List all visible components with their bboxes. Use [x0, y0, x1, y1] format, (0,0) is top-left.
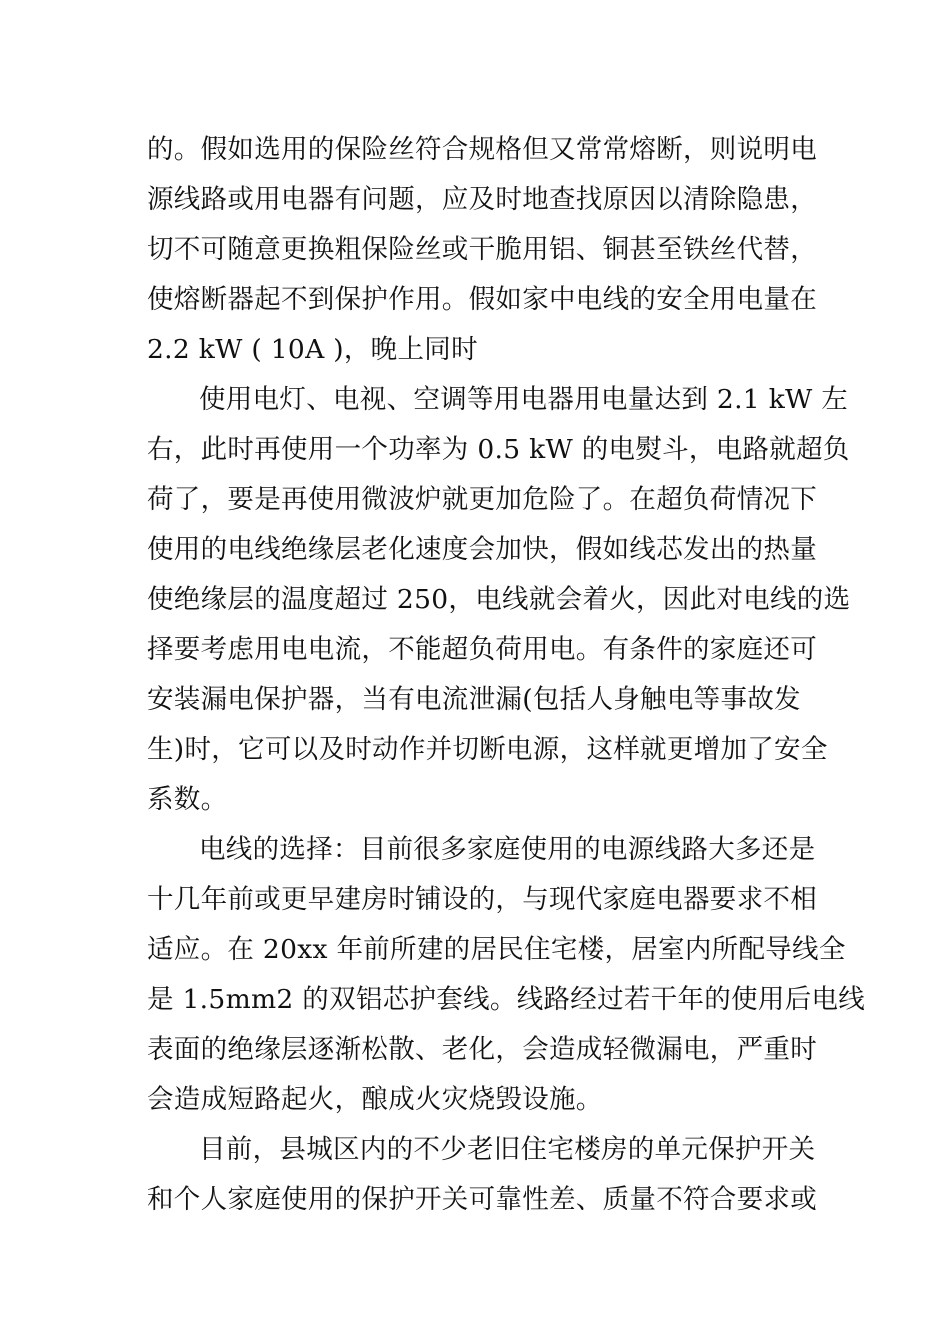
text-line: 安装漏电保护器，当有电流泄漏(包括人身触电等事故发: [147, 684, 801, 715]
text-line: 十几年前或更早建房时铺设的，与现代家庭电器要求不相: [147, 884, 817, 915]
text-line: 使熔断器起不到保护作用。假如家中电线的安全用电量在: [147, 284, 817, 315]
text-line: 和个人家庭使用的保护开关可靠性差、质量不符合要求或: [147, 1184, 817, 1215]
text-line: 表面的绝缘层逐渐松散、老化，会造成轻微漏电，严重时: [147, 1034, 817, 1065]
text-line: 的。假如选用的保险丝符合规格但又常常熔断，则说明电: [147, 134, 817, 165]
text-line: 是 1.5mm2 的双铝芯护套线。线路经过若干年的使用后电线: [147, 984, 866, 1015]
text-line: 2.2 kW ( 10A )，晚上同时: [147, 334, 478, 365]
text-line: 生)时，它可以及时动作并切断电源，这样就更增加了安全: [147, 734, 828, 765]
text-line: 系数。: [147, 784, 228, 815]
text-line: 择要考虑用电电流，不能超负荷用电。有条件的家庭还可: [147, 634, 817, 665]
paragraph-start-line: 使用电灯、电视、空调等用电器用电量达到 2.1 kW 左: [199, 384, 849, 415]
text-line: 适应。在 20xx 年前所建的居民住宅楼，居室内所配导线全: [147, 934, 846, 965]
text-line: 切不可随意更换粗保险丝或干脆用铝、铜甚至铁丝代替，: [147, 234, 817, 265]
text-line: 源线路或用电器有问题，应及时地查找原因以清除隐患，: [147, 184, 817, 215]
paragraph-start-line: 电线的选择：目前很多家庭使用的电源线路大多还是: [199, 834, 816, 865]
paragraph-start-line: 目前，县城区内的不少老旧住宅楼房的单元保护开关: [199, 1134, 816, 1165]
text-line: 右，此时再使用一个功率为 0.5 kW 的电熨斗，电路就超负: [147, 434, 850, 465]
text-line: 荷了，要是再使用微波炉就更加危险了。在超负荷情况下: [147, 484, 817, 515]
text-line: 会造成短路起火，酿成火灾烧毁设施。: [147, 1084, 603, 1115]
text-line: 使绝缘层的温度超过 250，电线就会着火，因此对电线的选: [147, 584, 851, 615]
text-line: 使用的电线绝缘层老化速度会加快，假如线芯发出的热量: [147, 534, 817, 565]
